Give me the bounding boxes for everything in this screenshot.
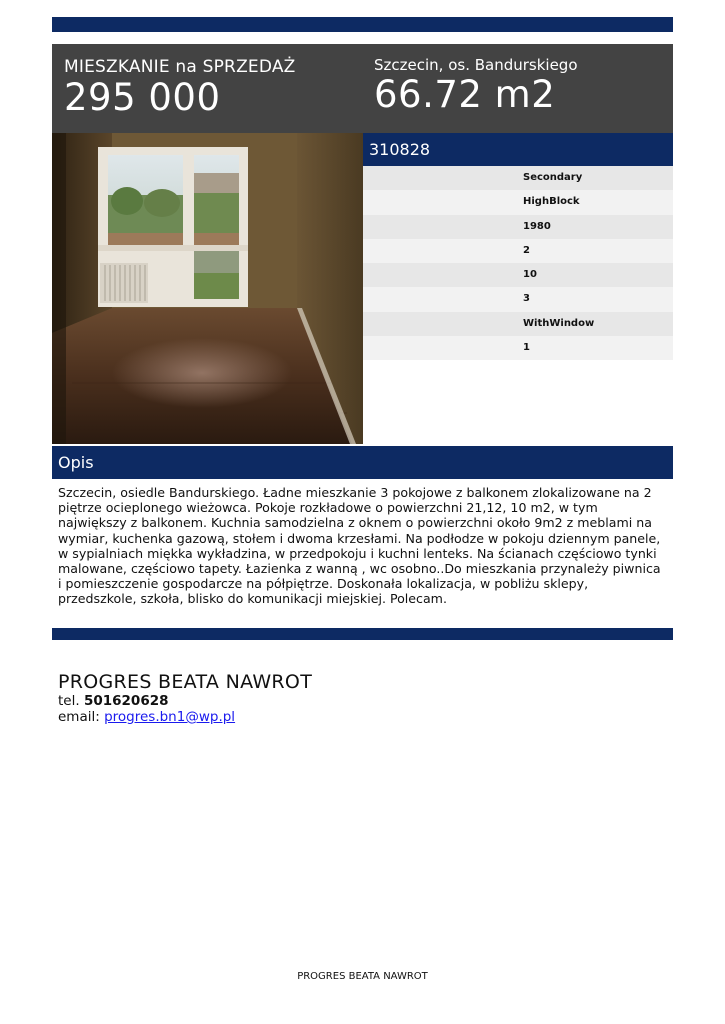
header-right: [374, 56, 578, 116]
page-footer: PROGRES BEATA NAWROT: [297, 971, 428, 982]
spec-year-built: 1980: [363, 215, 673, 239]
phone-label: tel.: [58, 693, 80, 709]
property-photo: [52, 133, 363, 444]
spec-bathrooms: 1: [363, 336, 673, 360]
spec-rooms: 3: [363, 287, 673, 311]
spec-table: [363, 166, 673, 360]
listing-header: [52, 44, 673, 133]
spec-floors-total: 10: [363, 263, 673, 287]
email-line: [58, 709, 312, 725]
area: 66.72 m2: [374, 73, 556, 116]
listing-type: MIESZKANIE na SPRZEDAŻ: [64, 57, 296, 77]
spec-floor: 2: [363, 239, 673, 263]
description-heading: Opis: [52, 446, 673, 479]
bottom-accent-bar: [52, 628, 673, 640]
listing-id: 310828: [363, 133, 673, 166]
price: 295 000: [64, 76, 221, 119]
spec-market: Secondary: [363, 166, 673, 190]
top-accent-bar: [52, 17, 673, 32]
email-link[interactable]: progres.bn1@wp.pl: [104, 709, 236, 725]
email-label: email:: [58, 709, 100, 725]
spec-building-type: HighBlock: [363, 190, 673, 214]
phone-number: 501620628: [83, 693, 169, 709]
phone-line: [58, 693, 312, 709]
description-text: Szczecin, osiedle Bandurskiego. Ładne mieszkanie 3 pokojowe z balkonem zlokalizowane na 2 piętrze ocieplonego wieżowca. Pokoje rozkładowe o powierzchni 21,12, 10 m2, w tym największy z balkonem. Kuchnia samodzielna z oknem o powierzchni około 9m2 z meblami na wymiar, kuchenka gazową, stołem i dwoma krzesłami. Na podłodze w pokoju dziennym panele, w sypialniach miękka wykładzina, w przedpokoju i kuchni lenteks. Na ścianach częściowo tynki malowane, częściowo tapety. Łazienka z wanną , wc osobno..Do mieszkania przynależy piwnica i pomieszczenie gospodarcze na półpiętrze. Doskonała lokalizacja, w pobliżu sklepy, przedszkole, szkoła, blisko do komunikacji miejskiej. Polecam.: [58, 485, 661, 607]
location: Szczecin, os. Bandurskiego: [374, 56, 578, 74]
agency-name: PROGRES BEATA NAWROT: [58, 671, 313, 693]
spec-kitchen: WithWindow: [363, 312, 673, 336]
agency-contact: [58, 671, 312, 725]
header-left: [64, 57, 296, 119]
